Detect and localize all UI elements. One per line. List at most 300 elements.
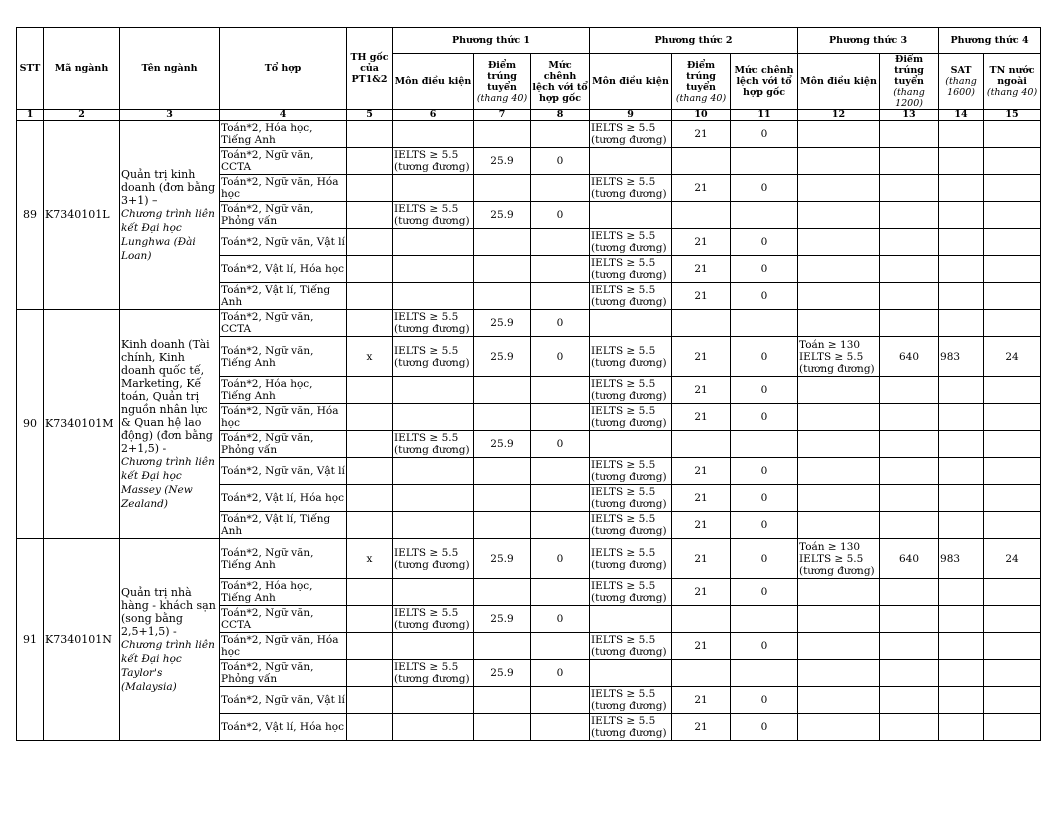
pt3-condition-cell [798, 714, 880, 741]
pt2-condition-cell-text: IELTS ≥ 5.5 (tương đương) [591, 715, 667, 739]
pt3-score-cell [880, 660, 939, 687]
to-hop-cell [220, 229, 347, 256]
pt2-diff-cell-text: 0 [760, 182, 768, 194]
program-name: Quản trị nhà hàng - khách sạn (song bằng 2,5+1,5) - [121, 585, 216, 638]
to-hop-cell [220, 512, 347, 539]
pt2-condition-cell [590, 539, 672, 579]
pt1-diff-cell [531, 512, 590, 539]
tn-cell [984, 458, 1041, 485]
pt1-diff-cell [531, 377, 590, 404]
th-goc-cell [347, 256, 393, 283]
header-pt1-scale: (thang 40) [476, 92, 528, 104]
pt2-condition-cell-text: IELTS ≥ 5.5 (tương đương) [591, 176, 667, 200]
pt1-diff-cell-text: 0 [556, 552, 564, 565]
tn-cell [984, 660, 1041, 687]
pt3-score-cell [880, 714, 939, 741]
column-number: 8 [531, 110, 590, 121]
th-goc-cell [347, 229, 393, 256]
pt2-diff-cell [731, 121, 798, 148]
header-pt3-scale: (thang 1200) [893, 87, 925, 109]
tn-cell [984, 283, 1041, 310]
pt3-condition-cell-text: Toán ≥ 130 IELTS ≥ 5.5 (tương đương) [799, 540, 875, 577]
pt2-diff-cell-text: 0 [760, 263, 768, 275]
pt2-condition-cell-text: IELTS ≥ 5.5 (tương đương) [591, 459, 667, 483]
th-goc-cell-text: x [366, 552, 373, 565]
tn-cell [984, 377, 1041, 404]
pt1-score-cell [474, 539, 531, 579]
pt2-condition-cell [590, 714, 672, 741]
header-phuong-thuc-4: Phương thức 4 [939, 28, 1041, 54]
th-goc-cell [347, 121, 393, 148]
sat-cell [939, 539, 984, 579]
to-hop-cell-text: Toán*2, Ngữ văn, Vật lí [221, 694, 345, 706]
th-goc-cell [347, 458, 393, 485]
column-number: 7 [474, 110, 531, 121]
pt1-diff-cell [531, 337, 590, 377]
sat-cell-text: 983 [940, 350, 961, 363]
pt1-diff-cell-text: 0 [556, 209, 564, 221]
th-goc-cell [347, 606, 393, 633]
to-hop-cell [220, 539, 347, 579]
pt1-condition-cell [393, 337, 474, 377]
pt2-score-cell [672, 579, 731, 606]
th-goc-cell [347, 283, 393, 310]
pt1-condition-cell-text: IELTS ≥ 5.5 (tương đương) [394, 344, 470, 369]
th-goc-cell [347, 202, 393, 229]
pt1-diff-cell [531, 458, 590, 485]
table-row [17, 310, 1041, 337]
tn-cell [984, 485, 1041, 512]
pt3-score-cell [880, 229, 939, 256]
pt3-score-cell-text: 640 [899, 350, 920, 363]
pt2-condition-cell-text: IELTS ≥ 5.5 (tương đương) [591, 257, 667, 281]
pt1-diff-cell [531, 283, 590, 310]
pt3-score-cell [880, 579, 939, 606]
pt1-diff-cell [531, 148, 590, 175]
header-pt3-diem [880, 54, 939, 110]
stt-cell: 91 [17, 539, 44, 741]
to-hop-cell [220, 121, 347, 148]
th-goc-cell [347, 148, 393, 175]
to-hop-cell [220, 431, 347, 458]
to-hop-cell [220, 579, 347, 606]
pt2-score-cell-text: 21 [694, 519, 708, 531]
sat-cell [939, 485, 984, 512]
pt1-condition-cell [393, 310, 474, 337]
header-pt2-mon-dieu-kien: Môn điều kiện [590, 54, 672, 110]
pt1-condition-cell [393, 714, 474, 741]
pt3-score-cell [880, 485, 939, 512]
header-pt1-muc-chenh: Mức chênh lệch với tổ hợp gốc [531, 54, 590, 110]
sat-cell [939, 660, 984, 687]
tn-cell-text: 24 [1005, 350, 1019, 363]
pt1-condition-cell [393, 458, 474, 485]
pt1-score-cell [474, 337, 531, 377]
th-goc-cell [347, 337, 393, 377]
pt1-condition-cell-text: IELTS ≥ 5.5 (tương đương) [394, 203, 470, 227]
header-pt1-mon-dieu-kien: Môn điều kiện [393, 54, 474, 110]
pt2-score-cell [672, 202, 731, 229]
pt2-diff-cell [731, 148, 798, 175]
to-hop-cell-text: Toán*2, Ngữ văn, Phỏng vấn [221, 203, 314, 227]
pt2-score-cell-text: 21 [694, 128, 708, 140]
pt2-diff-cell [731, 579, 798, 606]
pt1-score-cell [474, 458, 531, 485]
pt2-score-cell-text: 21 [694, 290, 708, 302]
tn-cell [984, 431, 1041, 458]
pt2-score-cell-text: 21 [694, 182, 708, 194]
tn-cell [984, 175, 1041, 202]
to-hop-cell-text: Toán*2, Ngữ văn, CCTA [221, 149, 314, 173]
to-hop-cell-text: Toán*2, Ngữ văn, Tiếng Anh [221, 546, 314, 571]
sat-cell [939, 256, 984, 283]
header-to-hop: Tổ hợp [220, 28, 347, 110]
pt3-condition-cell [798, 687, 880, 714]
pt2-score-cell [672, 485, 731, 512]
pt2-score-cell-text: 21 [694, 236, 708, 248]
header-phuong-thuc-2: Phương thức 2 [590, 28, 798, 54]
pt2-condition-cell [590, 337, 672, 377]
pt2-diff-cell-text: 0 [760, 640, 768, 652]
program-partner-note: Chương trình liên kết Đại học Massey (New Zealand) [121, 455, 215, 510]
pt1-score-cell-text: 25.9 [490, 350, 514, 363]
tn-cell [984, 148, 1041, 175]
to-hop-cell-text: Toán*2, Vật lí, Tiếng Anh [221, 284, 331, 308]
sat-cell [939, 687, 984, 714]
pt1-condition-cell [393, 148, 474, 175]
pt2-diff-cell [731, 539, 798, 579]
pt2-condition-cell [590, 229, 672, 256]
sat-cell [939, 377, 984, 404]
pt2-score-cell-text: 21 [694, 640, 708, 652]
pt3-score-cell [880, 633, 939, 660]
pt1-diff-cell [531, 660, 590, 687]
pt1-condition-cell-text: IELTS ≥ 5.5 (tương đương) [394, 432, 470, 456]
pt2-condition-cell [590, 256, 672, 283]
to-hop-cell-text: Toán*2, Hóa học, Tiếng Anh [221, 378, 313, 402]
pt3-condition-cell [798, 256, 880, 283]
pt3-condition-cell [798, 485, 880, 512]
th-goc-cell [347, 633, 393, 660]
pt2-condition-cell-text: IELTS ≥ 5.5 (tương đương) [591, 284, 667, 308]
pt2-diff-cell-text: 0 [760, 411, 768, 423]
program-name-cell [120, 539, 220, 741]
pt1-diff-cell [531, 121, 590, 148]
program-code-cell: K7340101L [44, 121, 120, 310]
pt1-score-cell-text: 25.9 [490, 155, 514, 167]
pt2-condition-cell [590, 431, 672, 458]
pt2-condition-cell [590, 404, 672, 431]
th-goc-cell [347, 175, 393, 202]
pt1-score-cell [474, 633, 531, 660]
tn-cell [984, 229, 1041, 256]
pt2-condition-cell [590, 148, 672, 175]
th-goc-cell [347, 660, 393, 687]
pt1-condition-cell [393, 431, 474, 458]
pt3-condition-cell-text: Toán ≥ 130 IELTS ≥ 5.5 (tương đương) [799, 338, 875, 375]
pt2-diff-cell [731, 714, 798, 741]
pt1-condition-cell [393, 633, 474, 660]
pt2-score-cell [672, 337, 731, 377]
pt3-score-cell [880, 148, 939, 175]
pt1-score-cell-text: 25.9 [490, 438, 514, 450]
pt1-diff-cell [531, 633, 590, 660]
pt2-condition-cell [590, 377, 672, 404]
tn-cell [984, 539, 1041, 579]
column-number: 15 [984, 110, 1041, 121]
to-hop-cell [220, 377, 347, 404]
column-number: 11 [731, 110, 798, 121]
tn-cell [984, 337, 1041, 377]
pt1-diff-cell [531, 485, 590, 512]
pt3-score-cell [880, 606, 939, 633]
pt3-score-cell [880, 539, 939, 579]
tn-cell [984, 633, 1041, 660]
pt2-diff-cell [731, 175, 798, 202]
column-number: 1 [17, 110, 44, 121]
pt3-score-cell-text: 640 [899, 552, 920, 565]
pt2-score-cell [672, 660, 731, 687]
to-hop-cell-text: Toán*2, Ngữ văn, Phỏng vấn [221, 432, 314, 456]
pt2-diff-cell [731, 431, 798, 458]
pt2-score-cell [672, 606, 731, 633]
pt3-score-cell [880, 512, 939, 539]
pt3-condition-cell [798, 431, 880, 458]
pt2-diff-cell-text: 0 [760, 519, 768, 531]
th-goc-cell [347, 687, 393, 714]
admission-table [16, 27, 1041, 741]
pt2-condition-cell [590, 579, 672, 606]
pt1-condition-cell [393, 229, 474, 256]
pt1-diff-cell-text: 0 [556, 667, 564, 679]
pt1-score-cell-text: 25.9 [490, 613, 514, 625]
pt1-diff-cell [531, 256, 590, 283]
pt2-score-cell [672, 148, 731, 175]
pt1-condition-cell [393, 175, 474, 202]
pt3-score-cell [880, 310, 939, 337]
to-hop-cell [220, 633, 347, 660]
pt1-condition-cell [393, 512, 474, 539]
table-body [17, 110, 1041, 741]
to-hop-cell-text: Toán*2, Vật lí, Tiếng Anh [221, 513, 331, 537]
pt2-condition-cell-text: IELTS ≥ 5.5 (tương đương) [591, 546, 667, 571]
th-goc-cell [347, 310, 393, 337]
column-number: 2 [44, 110, 120, 121]
pt3-score-cell [880, 256, 939, 283]
table-header [17, 28, 1041, 110]
pt3-condition-cell [798, 377, 880, 404]
to-hop-cell-text: Toán*2, Vật lí, Hóa học [221, 492, 344, 504]
pt1-score-cell [474, 202, 531, 229]
pt1-score-cell [474, 377, 531, 404]
th-goc-cell [347, 485, 393, 512]
pt2-condition-cell-text: IELTS ≥ 5.5 (tương đương) [591, 378, 667, 402]
pt1-condition-cell-text: IELTS ≥ 5.5 (tương đương) [394, 546, 470, 571]
pt1-score-cell-text: 25.9 [490, 667, 514, 679]
to-hop-cell-text: Toán*2, Vật lí, Hóa học [221, 721, 344, 733]
pt2-score-cell-text: 21 [694, 465, 708, 477]
column-number: 10 [672, 110, 731, 121]
pt3-score-cell [880, 687, 939, 714]
pt1-condition-cell [393, 202, 474, 229]
to-hop-cell-text: Toán*2, Ngữ văn, Tiếng Anh [221, 344, 314, 369]
pt2-condition-cell [590, 310, 672, 337]
header-tn-label: TN nước ngoài [989, 65, 1035, 87]
pt1-score-cell [474, 660, 531, 687]
tn-cell [984, 310, 1041, 337]
pt1-diff-cell [531, 579, 590, 606]
header-pt1-diem [474, 54, 531, 110]
pt2-score-cell [672, 229, 731, 256]
pt1-score-cell [474, 148, 531, 175]
pt2-condition-cell [590, 202, 672, 229]
tn-cell [984, 687, 1041, 714]
pt2-condition-cell [590, 485, 672, 512]
pt2-condition-cell-text: IELTS ≥ 5.5 (tương đương) [591, 405, 667, 429]
th-goc-cell [347, 404, 393, 431]
tn-cell [984, 579, 1041, 606]
pt1-condition-cell [393, 377, 474, 404]
pt2-condition-cell [590, 687, 672, 714]
pt3-condition-cell [798, 633, 880, 660]
pt1-diff-cell-text: 0 [556, 613, 564, 625]
pt2-diff-cell [731, 310, 798, 337]
to-hop-cell [220, 660, 347, 687]
to-hop-cell [220, 606, 347, 633]
pt1-score-cell-text: 25.9 [490, 552, 514, 565]
column-number: 6 [393, 110, 474, 121]
to-hop-cell-text: Toán*2, Ngữ văn, CCTA [221, 311, 314, 335]
header-tn-nuoc-ngoai [984, 54, 1041, 110]
to-hop-cell [220, 404, 347, 431]
to-hop-cell [220, 283, 347, 310]
sat-cell [939, 714, 984, 741]
pt2-diff-cell-text: 0 [760, 350, 768, 363]
column-number-row [17, 110, 1041, 121]
pt1-diff-cell [531, 310, 590, 337]
pt2-score-cell [672, 310, 731, 337]
pt2-diff-cell-text: 0 [760, 552, 768, 565]
tn-cell [984, 606, 1041, 633]
column-number: 3 [120, 110, 220, 121]
pt2-condition-cell-text: IELTS ≥ 5.5 (tương đương) [591, 344, 667, 369]
to-hop-cell-text: Toán*2, Ngữ văn, Vật lí [221, 236, 345, 248]
pt3-condition-cell [798, 404, 880, 431]
to-hop-cell-text: Toán*2, Vật lí, Hóa học [221, 263, 344, 275]
th-goc-cell [347, 539, 393, 579]
pt1-condition-cell-text: IELTS ≥ 5.5 (tương đương) [394, 311, 470, 335]
pt1-diff-cell [531, 687, 590, 714]
pt1-score-cell [474, 579, 531, 606]
pt1-diff-cell-text: 0 [556, 438, 564, 450]
th-goc-cell [347, 377, 393, 404]
header-ma-nganh: Mã ngành [44, 28, 120, 110]
pt2-score-cell [672, 714, 731, 741]
column-number: 13 [880, 110, 939, 121]
pt1-diff-cell [531, 539, 590, 579]
pt2-condition-cell [590, 606, 672, 633]
th-goc-cell [347, 579, 393, 606]
header-pt3-mon-dieu-kien: Môn điều kiện [798, 54, 880, 110]
program-partner-note: Chương trình liên kết Đại học Lunghwa (Đài Loan) [121, 207, 215, 262]
pt1-score-cell-text: 25.9 [490, 317, 514, 329]
pt2-diff-cell [731, 202, 798, 229]
pt1-condition-cell [393, 256, 474, 283]
program-partner-note: Chương trình liên kết Đại học Taylor's (Malaysia) [121, 638, 215, 693]
pt1-condition-cell [393, 121, 474, 148]
pt2-score-cell [672, 431, 731, 458]
pt2-diff-cell [731, 283, 798, 310]
pt1-condition-cell [393, 687, 474, 714]
header-ten-nganh: Tên ngành [120, 28, 220, 110]
pt2-score-cell [672, 175, 731, 202]
pt3-score-cell [880, 283, 939, 310]
pt2-score-cell-text: 21 [694, 552, 708, 565]
column-number: 9 [590, 110, 672, 121]
pt3-score-cell [880, 377, 939, 404]
to-hop-cell-text: Toán*2, Ngữ văn, Hóa học [221, 634, 339, 658]
pt2-diff-cell-text: 0 [760, 128, 768, 140]
pt2-condition-cell-text: IELTS ≥ 5.5 (tương đương) [591, 486, 667, 510]
tn-cell [984, 202, 1041, 229]
to-hop-cell-text: Toán*2, Hóa học, Tiếng Anh [221, 122, 313, 146]
to-hop-cell [220, 714, 347, 741]
pt2-score-cell-text: 21 [694, 263, 708, 275]
pt1-condition-cell [393, 404, 474, 431]
to-hop-cell-text: Toán*2, Ngữ văn, Hóa học [221, 176, 339, 200]
pt2-diff-cell-text: 0 [760, 290, 768, 302]
pt2-score-cell-text: 21 [694, 586, 708, 598]
pt2-score-cell-text: 21 [694, 411, 708, 423]
column-number: 12 [798, 110, 880, 121]
tn-cell [984, 256, 1041, 283]
pt2-score-cell [672, 458, 731, 485]
pt2-diff-cell [731, 512, 798, 539]
to-hop-cell [220, 485, 347, 512]
pt3-score-cell [880, 202, 939, 229]
pt3-condition-cell [798, 121, 880, 148]
pt1-score-cell [474, 404, 531, 431]
pt2-score-cell [672, 687, 731, 714]
sat-cell [939, 404, 984, 431]
pt2-condition-cell [590, 458, 672, 485]
program-name-cell [120, 310, 220, 539]
pt2-condition-cell [590, 175, 672, 202]
to-hop-cell [220, 337, 347, 377]
program-name-cell [120, 121, 220, 310]
pt1-diff-cell [531, 431, 590, 458]
pt3-score-cell [880, 121, 939, 148]
pt1-condition-cell [393, 539, 474, 579]
pt1-score-cell [474, 283, 531, 310]
pt2-score-cell-text: 21 [694, 721, 708, 733]
pt2-condition-cell [590, 283, 672, 310]
pt2-diff-cell [731, 256, 798, 283]
sat-cell [939, 229, 984, 256]
header-sat [939, 54, 984, 110]
pt2-score-cell [672, 404, 731, 431]
pt3-condition-cell [798, 337, 880, 377]
column-number: 14 [939, 110, 984, 121]
tn-cell [984, 404, 1041, 431]
pt2-diff-cell [731, 485, 798, 512]
pt3-condition-cell [798, 579, 880, 606]
pt2-score-cell-text: 21 [694, 350, 708, 363]
pt3-condition-cell [798, 606, 880, 633]
pt2-condition-cell-text: IELTS ≥ 5.5 (tương đương) [591, 634, 667, 658]
pt2-score-cell [672, 512, 731, 539]
sat-cell [939, 337, 984, 377]
